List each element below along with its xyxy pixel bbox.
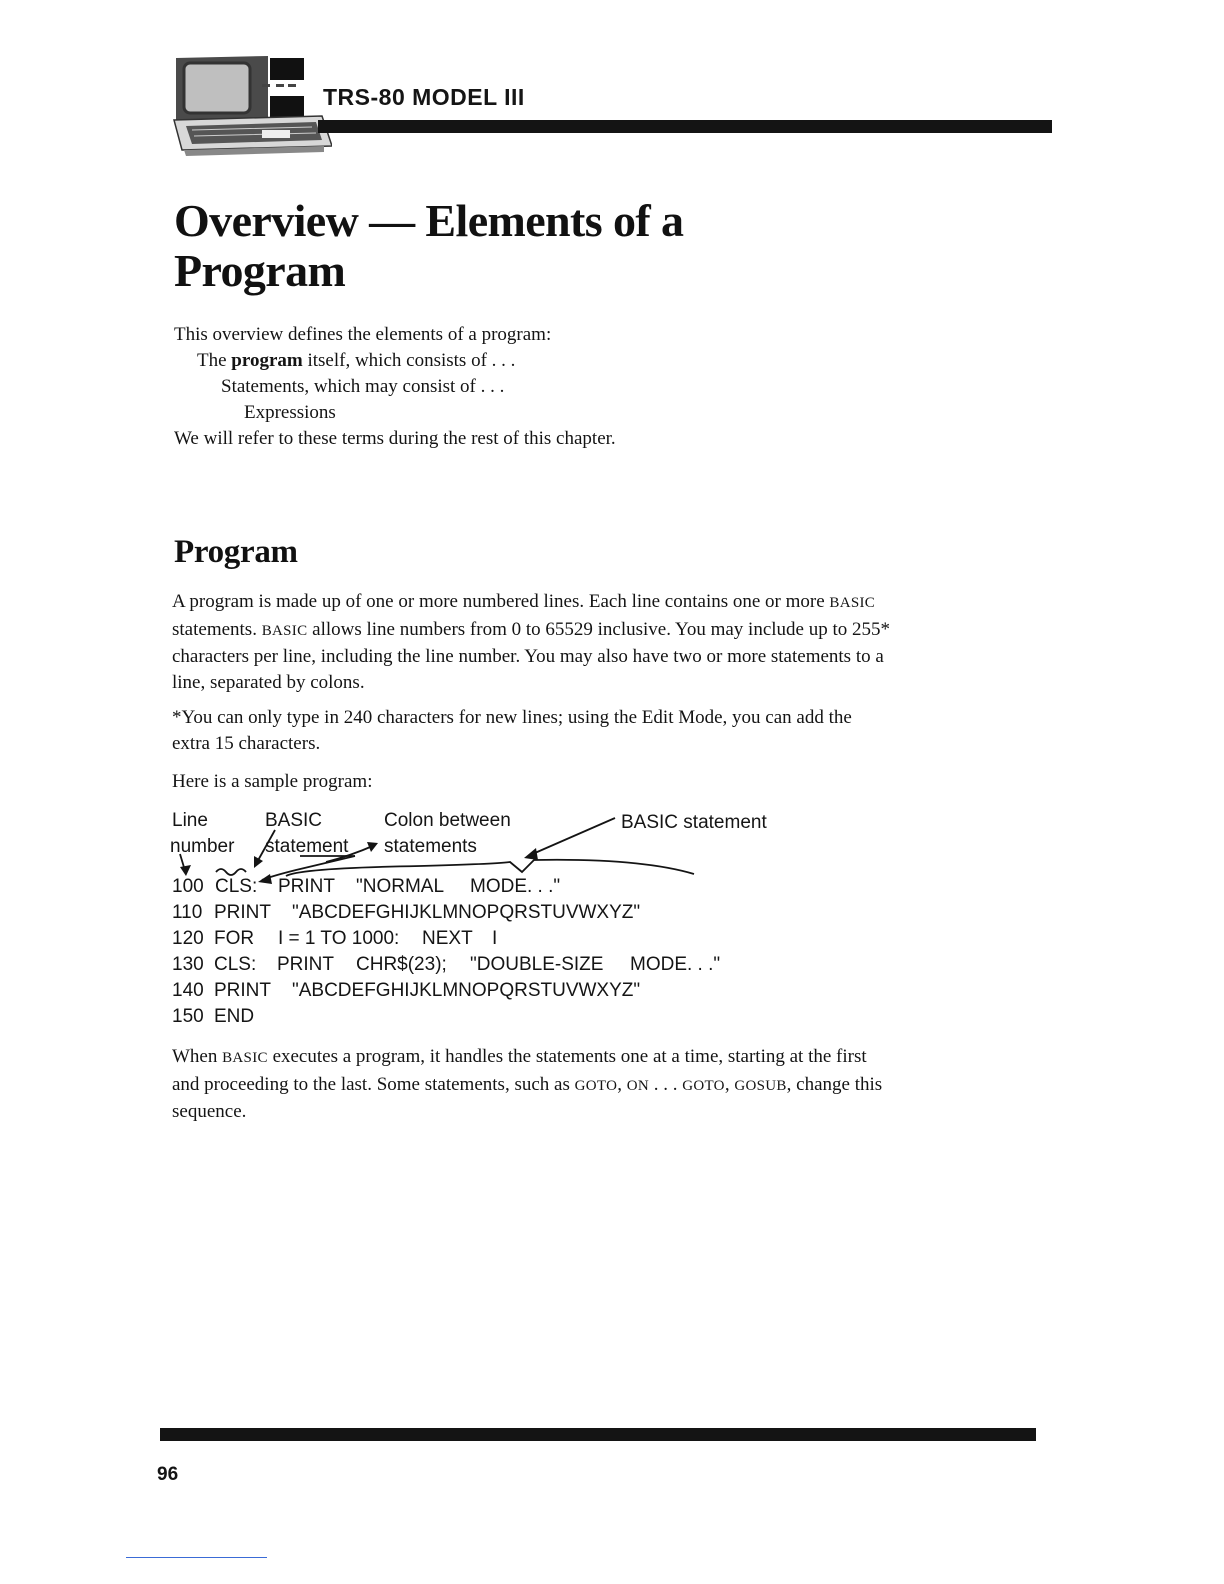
- intro-line: This overview defines the elements of a program:: [174, 324, 552, 345]
- program-term: program: [231, 350, 303, 371]
- line-number: 140: [172, 980, 204, 1001]
- label-statement: statement: [265, 836, 349, 857]
- page-number: 96: [157, 1464, 179, 1485]
- code-token: I: [492, 928, 498, 949]
- label-colon-between: Colon between: [384, 810, 511, 831]
- paragraph-program: A program is made up of one or more numbered lines. Each line contains one or more BASIC statements. BASIC allows line numbers from 0 to 65529 inclusive. You may include up to 255* characters per line, including the line number. You may also have two or more statements to a line, separated by colons.: [172, 591, 891, 693]
- section-heading: Program: [174, 534, 298, 570]
- line-number: 130: [172, 954, 204, 975]
- code-token: "ABCDEFGHIJKLMNOPQRSTUVWXYZ": [292, 902, 641, 923]
- code-token: I = 1 TO 1000:: [278, 928, 400, 949]
- intro-line: Statements, which may consist of . . .: [221, 376, 505, 397]
- intro-line: We will refer to these terms during the rest of this chapter.: [174, 428, 616, 449]
- intro-block: [174, 322, 616, 452]
- code-token: MODE. . .": [470, 876, 561, 897]
- code-token: MODE. . .": [630, 954, 721, 975]
- page-title: Overview — Elements of a Program: [174, 195, 684, 296]
- intro-line: Expressions: [244, 402, 336, 423]
- code-token: NEXT: [422, 928, 473, 949]
- code-token: FOR: [214, 928, 255, 949]
- footnote: *You can only type in 240 characters for new lines; using the Edit Mode, you can add the extra 15 characters.: [172, 707, 852, 754]
- code-token: PRINT: [214, 980, 271, 1001]
- code-token: CHR$(23);: [356, 954, 447, 975]
- label-number: number: [170, 836, 235, 857]
- computer-icon: [172, 50, 332, 160]
- label-basic: BASIC: [265, 810, 323, 831]
- code-token: "DOUBLE-SIZE: [470, 954, 604, 975]
- line-number: 120: [172, 928, 204, 949]
- label-basic-statement: BASIC statement: [621, 812, 767, 833]
- line-number: 100: [172, 876, 204, 897]
- header-rule: [318, 120, 1052, 133]
- code-token: PRINT: [277, 954, 334, 975]
- statement-bracket: [286, 860, 694, 876]
- sample-intro: Here is a sample program:: [172, 771, 373, 792]
- code-token: CLS:: [214, 954, 257, 975]
- label-line: Line: [172, 810, 208, 831]
- header-label: TRS-80 MODEL III: [323, 84, 525, 110]
- code-token: "ABCDEFGHIJKLMNOPQRSTUVWXYZ": [292, 980, 641, 1001]
- scan-artifact-line: [126, 1557, 267, 1558]
- code-token: "NORMAL: [356, 876, 445, 897]
- footer-rule: [160, 1428, 1036, 1441]
- code-token: PRINT: [278, 876, 335, 897]
- line-number: 110: [172, 902, 203, 923]
- label-statements: statements: [384, 836, 477, 857]
- line-number: 150: [172, 1006, 204, 1027]
- code-token: PRINT: [214, 902, 271, 923]
- basic-statement-arrow: [528, 818, 615, 856]
- code-token: END: [214, 1006, 255, 1027]
- number-tilde: [216, 869, 246, 875]
- paragraph-execution: When BASIC executes a program, it handles the statements one at a time, starting at the first and proceeding to the last. Some statements, such as GOTO, ON . . . GOTO, GOSUB, change this sequence.: [172, 1046, 883, 1122]
- code-token: CLS:: [215, 876, 258, 897]
- intro-line: The program itself, which consists of . . .: [197, 350, 516, 371]
